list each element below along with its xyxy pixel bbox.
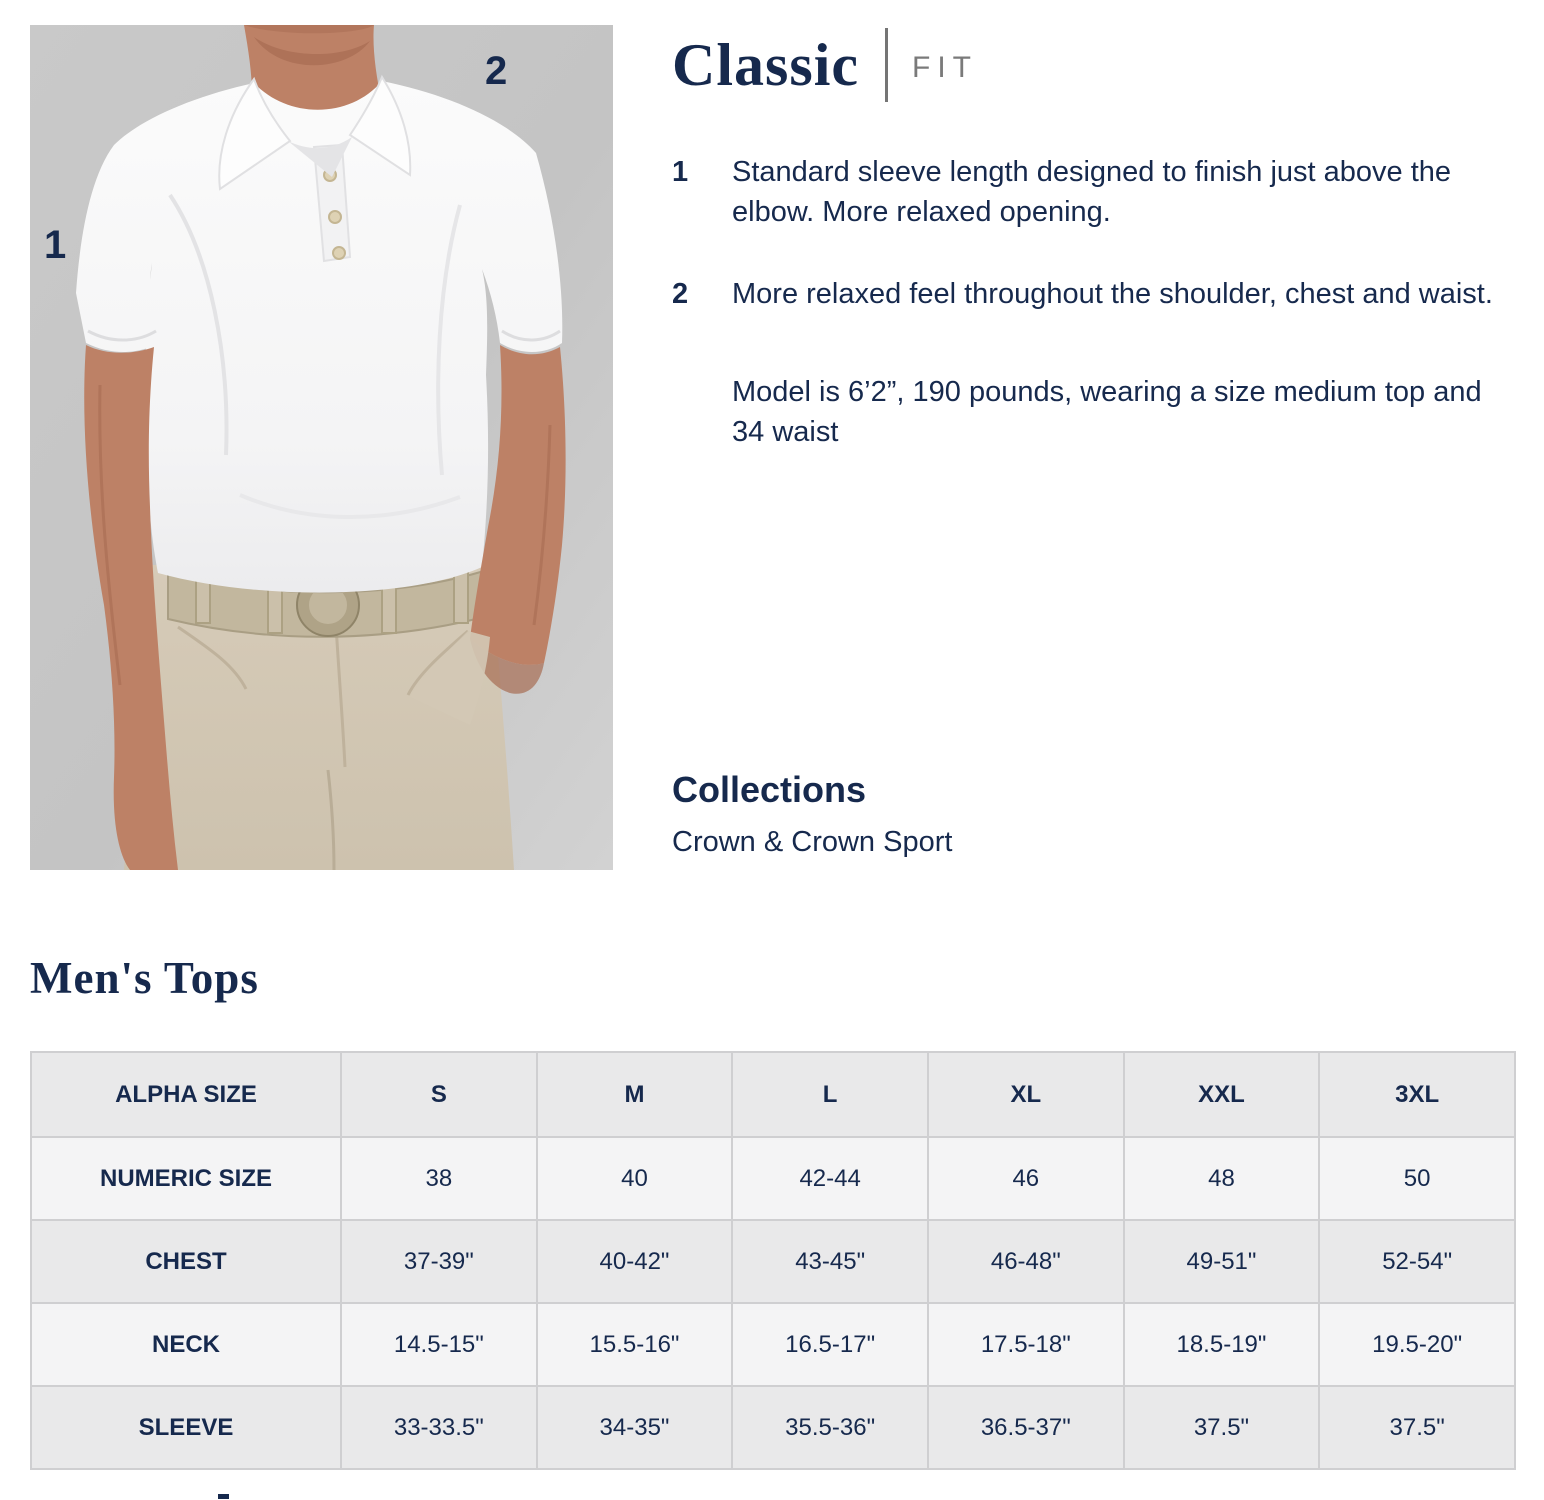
size-table-cell: 14.5-15" [341,1303,537,1386]
fit-point-1-text: Standard sleeve length designed to finish just above the elbow. More relaxed opening. [732,156,1452,229]
size-table-cell: 36.5-37" [928,1386,1124,1469]
size-table-row [31,1137,1515,1220]
collections-title: Collections [672,769,867,810]
size-table-column-header: XXL [1124,1052,1320,1137]
size-table-cell: 19.5-20" [1319,1303,1515,1386]
size-table-cell: 46 [928,1137,1124,1220]
size-table-row-label: NUMERIC SIZE [31,1137,341,1220]
fit-point-1 [672,152,1512,232]
size-table-row-label: SLEEVE [31,1386,341,1469]
size-table-cell: 16.5-17" [732,1303,928,1386]
size-table-cell: 37.5" [1124,1386,1320,1469]
size-table-corner-header: ALPHA SIZE [31,1052,341,1137]
fit-type-label: FIT [912,51,978,84]
collections-items: Crown & Crown Sport [672,826,953,858]
collections-section [672,769,953,859]
fit-point-2-number: 2 [672,278,689,311]
size-table-row-label: CHEST [31,1220,341,1303]
fit-points-list [672,152,1512,356]
fit-point-2-text: More relaxed feel throughout the shoulder, chest and waist. [732,278,1493,311]
mens-tops-size-table [30,1051,1516,1470]
size-table-column-header: XL [928,1052,1124,1137]
size-table-column-header: S [341,1052,537,1137]
fit-name: Classic [672,32,859,98]
size-table-row [31,1386,1515,1469]
cutoff-text-fragment [218,1494,229,1499]
size-table-row [31,1303,1515,1386]
size-table-cell: 40 [537,1137,733,1220]
photo-annotation-2: 2 [485,49,508,93]
size-table-cell: 40-42" [537,1220,733,1303]
size-table-body [31,1137,1515,1469]
size-chart-title: Men's Tops [30,953,259,1003]
size-table-column-header: L [732,1052,928,1137]
size-table-row-label: NECK [31,1303,341,1386]
size-table-cell: 18.5-19" [1124,1303,1320,1386]
fit-header-divider [885,28,888,102]
fit-point-2 [672,274,1512,314]
size-table-cell: 48 [1124,1137,1320,1220]
model-photo-illustration [30,25,613,870]
fit-model-photo [30,25,613,870]
size-table-cell: 37.5" [1319,1386,1515,1469]
size-table-cell: 52-54" [1319,1220,1515,1303]
size-table-column-header: 3XL [1319,1052,1515,1137]
size-table-cell: 49-51" [1124,1220,1320,1303]
size-table-head [31,1052,1515,1137]
size-table-cell: 33-33.5" [341,1386,537,1469]
size-table-cell: 37-39" [341,1220,537,1303]
size-table-cell: 17.5-18" [928,1303,1124,1386]
size-table-cell: 35.5-36" [732,1386,928,1469]
fit-point-1-number: 1 [672,156,689,188]
model-note: Model is 6’2”, 190 pounds, wearing a size medium top and 34 waist [732,376,1482,449]
size-table-cell: 50 [1319,1137,1515,1220]
fit-header [672,28,978,102]
size-table-cell: 38 [341,1137,537,1220]
photo-annotation-1: 1 [44,223,67,267]
size-table-header-row [31,1052,1515,1137]
size-table-cell: 15.5-16" [537,1303,733,1386]
size-table-column-header: M [537,1052,733,1137]
size-table-cell: 42-44 [732,1137,928,1220]
size-table-cell: 43-45" [732,1220,928,1303]
size-table-cell: 46-48" [928,1220,1124,1303]
size-table-row [31,1220,1515,1303]
size-table-cell: 34-35" [537,1386,733,1469]
